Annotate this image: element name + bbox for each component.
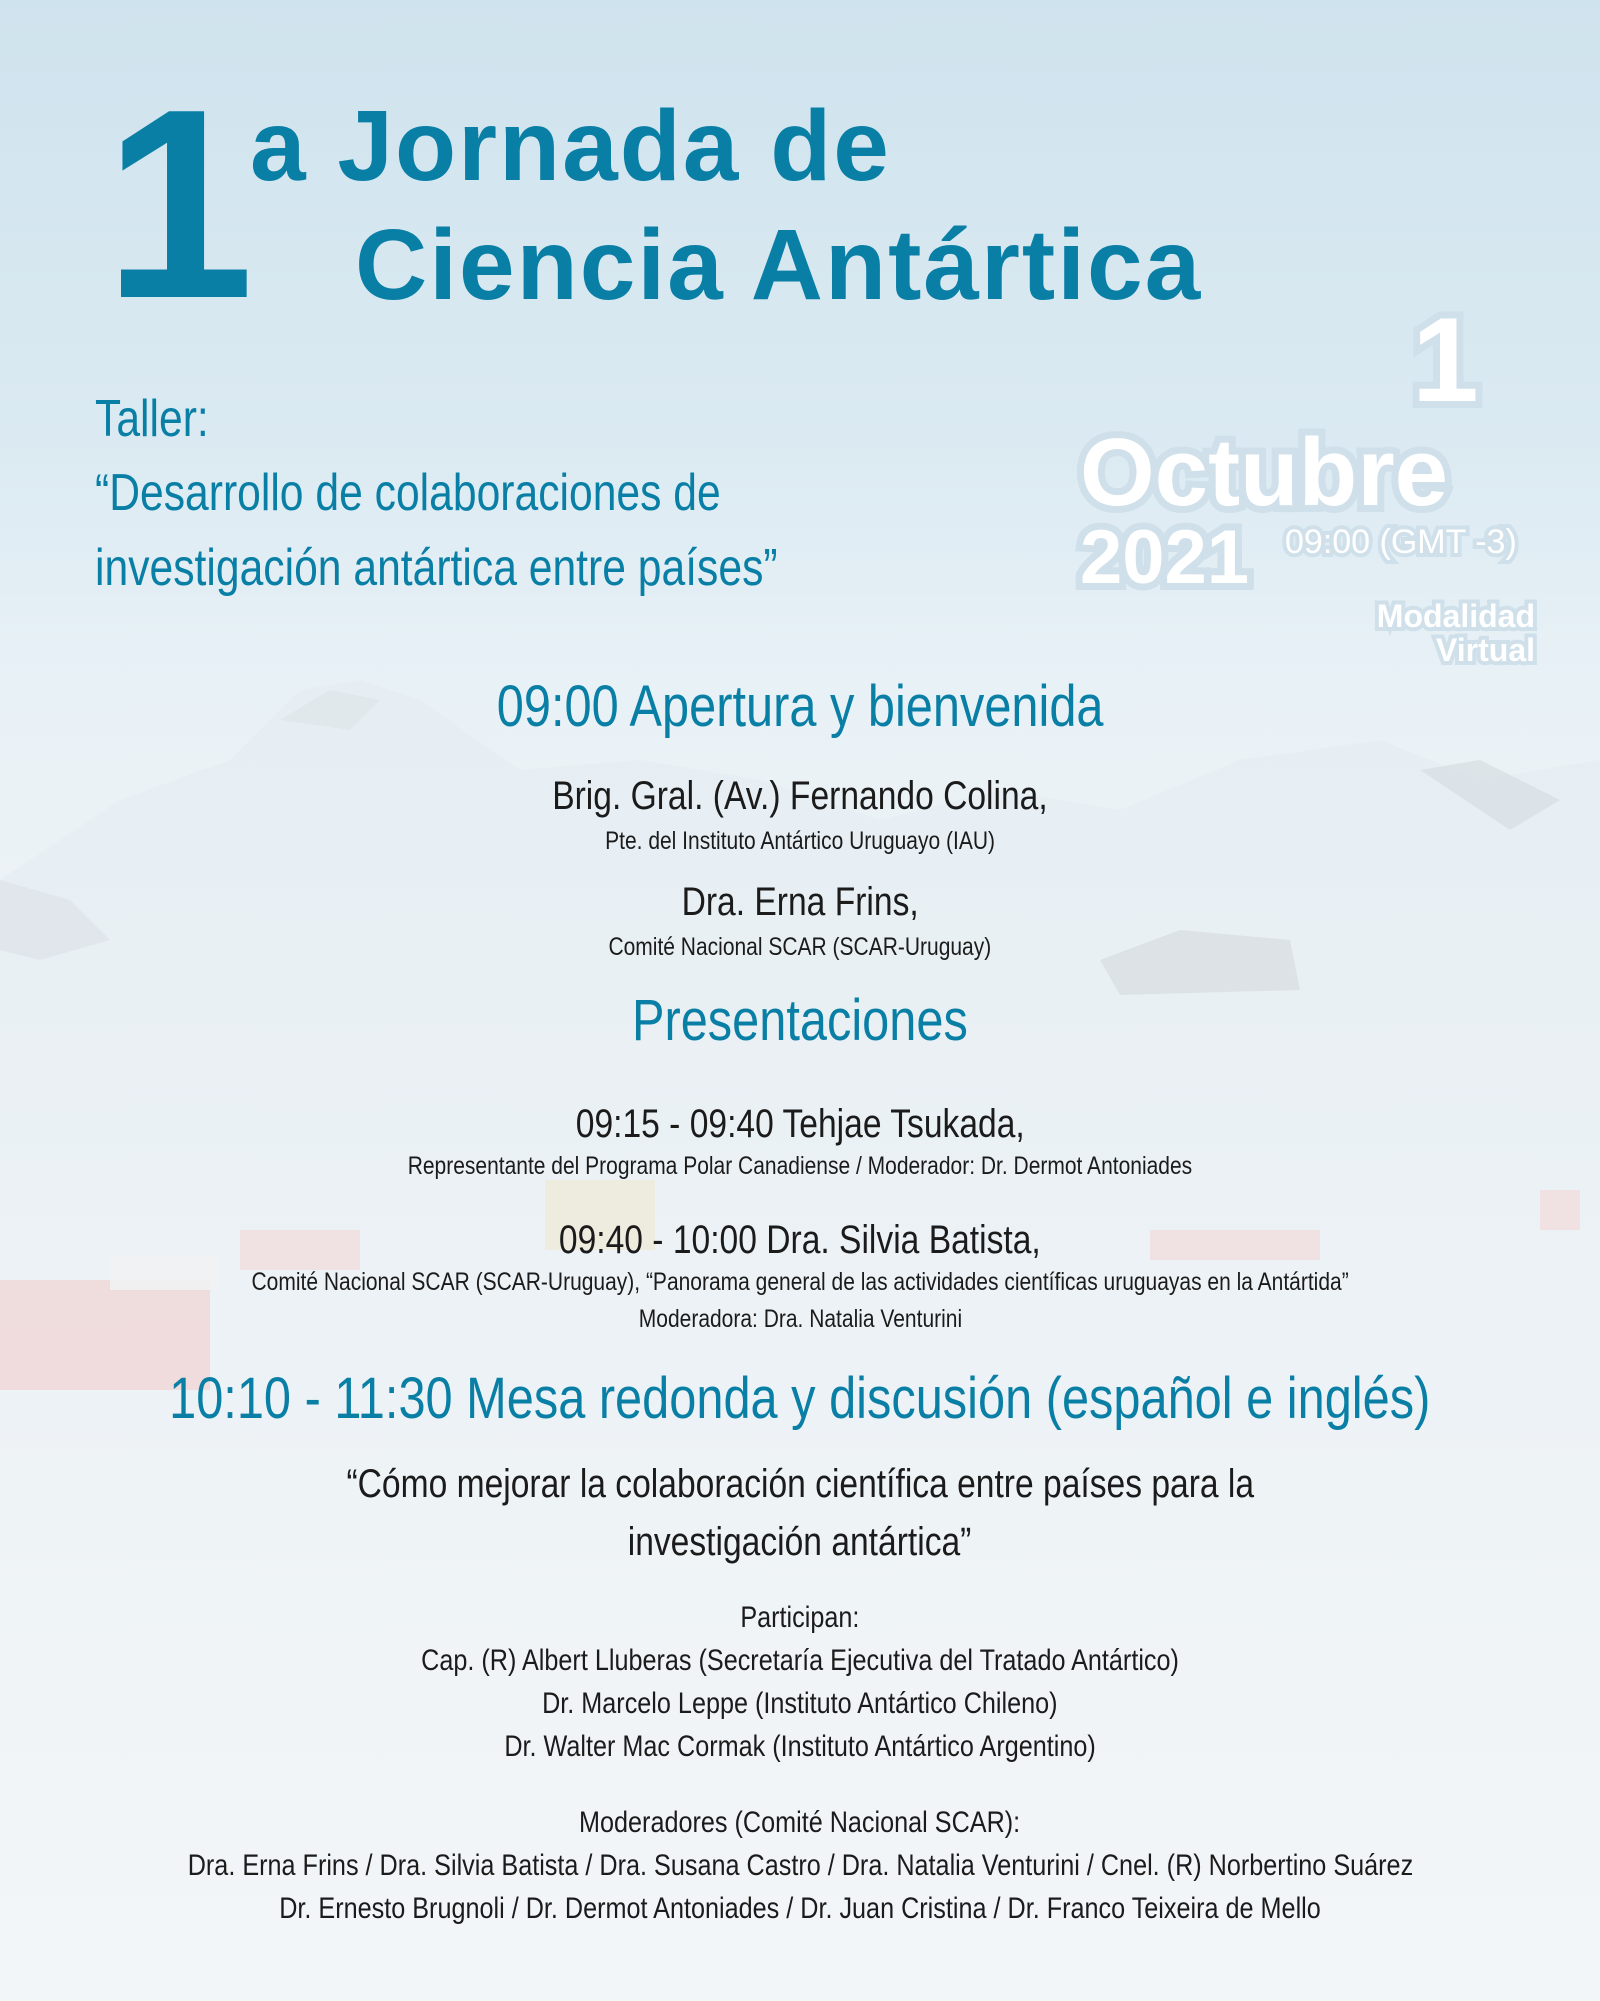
presentation-2-title: 09:40 - 10:00 Dra. Silvia Batista,: [559, 1218, 1041, 1262]
speaker-2-role-row: [0, 929, 1600, 965]
participant-1: Cap. (R) Albert Lluberas (Secretaría Ejecutiva del Tratado Antártico): [421, 1643, 1179, 1677]
roundtable-heading: 10:10 - 11:30 Mesa redonda y discusión (español e inglés): [169, 1366, 1431, 1431]
speaker-2-role: Comité Nacional SCAR (SCAR-Uruguay): [608, 933, 992, 961]
event-mode: [1330, 600, 1535, 667]
participants-label: Participan:: [740, 1601, 860, 1634]
date-day: 1: [1412, 293, 1479, 427]
workshop-block: [95, 382, 778, 605]
title-line-1: a Jornada de: [250, 90, 891, 202]
date-month: Octubre: [1080, 419, 1449, 526]
date-year: 2021: [1080, 515, 1250, 600]
roundtable-quote-line-1-row: [0, 1455, 1600, 1513]
presentation-2-detail-row: [0, 1264, 1600, 1300]
presentation-1-detail: Representante del Programa Polar Canadiense / Moderador: Dr. Dermot Antoniades: [407, 1152, 1193, 1180]
date-time: 09:00 (GMT -3): [1285, 523, 1517, 561]
presentation-2-moderator-row: [0, 1301, 1600, 1337]
roundtable-quote-line-1: “Cómo mejorar la colaboración científica entre países para la: [346, 1462, 1254, 1506]
workshop-label: Taller:: [95, 390, 209, 448]
presentation-2-title-row: [0, 1220, 1600, 1260]
speaker-1-role: Pte. del Instituto Antártico Uruguayo (IAU): [605, 827, 995, 855]
participant-3: Dr. Walter Mac Cormak (Instituto Antártico Argentino): [504, 1729, 1096, 1763]
presentation-2-detail: Comité Nacional SCAR (SCAR-Uruguay), “Panorama general de las actividades científicas uruguayas en la Antártida”: [251, 1268, 1349, 1296]
moderators-label: Moderadores (Comité Nacional SCAR):: [579, 1806, 1021, 1839]
speaker-2-name-row: [0, 882, 1600, 922]
participant-2: Dr. Marcelo Leppe (Instituto Antártico Chileno): [542, 1686, 1058, 1720]
moderators-block: [0, 1802, 1600, 1931]
speaker-2-name: Dra. Erna Frins,: [681, 880, 919, 924]
roundtable-heading-row: [0, 1366, 1600, 1431]
speaker-1-name: Brig. Gral. (Av.) Fernando Colina,: [552, 774, 1048, 818]
event-mode-line-1: Modalidad: [1376, 598, 1535, 634]
presentation-1-detail-row: [0, 1148, 1600, 1184]
roundtable-quote-line-2-row: [0, 1513, 1600, 1571]
workshop-title-line-2: investigación antártica entre países”: [95, 538, 778, 597]
presentation-1-title: 09:15 - 09:40 Tehjae Tsukada,: [575, 1102, 1025, 1146]
presentation-1-title-row: [0, 1104, 1600, 1144]
roundtable-quote-line-2: investigación antártica”: [628, 1520, 972, 1564]
speaker-1-name-row: [0, 776, 1600, 816]
event-mode-line-2: Virtual: [1436, 631, 1535, 668]
presentations-heading-row: [0, 988, 1600, 1053]
moderators-line-1: Dra. Erna Frins / Dra. Silvia Batista / Dra. Susana Castro / Dra. Natalia Venturini / Cnel. (R) Norbertino Suárez: [187, 1848, 1413, 1882]
opening-heading: 09:00 Apertura y bienvenida: [496, 674, 1104, 739]
workshop-title-line-1: “Desarrollo de colaboraciones de: [95, 464, 721, 523]
edition-number: 1: [104, 54, 249, 355]
moderators-line-2: Dr. Ernesto Brugnoli / Dr. Dermot Antoniades / Dr. Juan Cristina / Dr. Franco Teixeira de Mello: [279, 1891, 1321, 1925]
participants-block: [0, 1597, 1600, 1769]
opening-heading-row: [0, 674, 1600, 739]
title-line-2: Ciencia Antártica: [355, 209, 1203, 321]
presentations-heading: Presentaciones: [632, 988, 968, 1053]
speaker-1-role-row: [0, 823, 1600, 859]
presentation-2-moderator: Moderadora: Dra. Natalia Venturini: [638, 1305, 962, 1333]
